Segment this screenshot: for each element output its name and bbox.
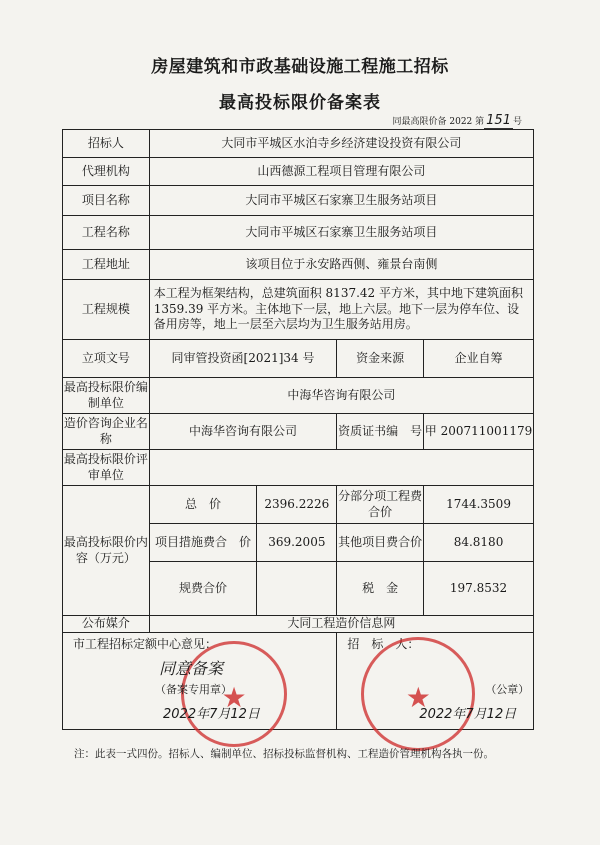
label-media: 公布媒介 — [63, 616, 150, 633]
doc-subtitle: 最高投标限价备案表 — [219, 93, 381, 113]
value-sub: 1744.3509 — [424, 486, 534, 524]
label-works-name: 工程名称 — [63, 216, 150, 250]
signature-left — [63, 632, 337, 729]
label-agent: 代理机构 — [63, 158, 150, 186]
row-compiler — [63, 378, 534, 414]
right-stamp-label: （公章） — [485, 682, 530, 696]
row-consult — [63, 414, 534, 450]
value-fee — [257, 562, 337, 616]
row-signatures — [63, 632, 534, 729]
value-tenderer: 大同市平城区水泊寺乡经济建设投资有限公司 — [149, 130, 533, 158]
value-project-name: 大同市平城区石家寨卫生服务站项目 — [149, 186, 533, 216]
left-date: 2022年7月12日 — [163, 706, 260, 722]
tenderer-seal — [361, 637, 475, 751]
left-stamp-label: （备案专用章） — [155, 682, 232, 696]
label-other: 其他项目费合价 — [337, 524, 424, 562]
label-address: 工程地址 — [63, 250, 150, 280]
label-fee: 规费合价 — [149, 562, 257, 616]
record-number — [393, 113, 522, 129]
right-date: 2022年7月12日 — [419, 706, 517, 722]
row-media — [63, 616, 534, 633]
label-project-name: 项目名称 — [63, 186, 150, 216]
value-address: 该项目位于永安路西侧、雍景台南侧 — [149, 250, 533, 280]
value-fund: 企业自筹 — [424, 340, 534, 378]
label-compiler: 最高投标限价编制单位 — [63, 378, 150, 414]
label-approval: 立项文号 — [63, 340, 150, 378]
signature-right — [337, 632, 534, 729]
row-works-name — [63, 216, 534, 250]
label-measure: 项目措施费合 价 — [149, 524, 257, 562]
row-approval — [63, 340, 534, 378]
row-tenderer — [63, 130, 534, 158]
value-reviewer — [149, 450, 533, 486]
label-scale: 工程规模 — [63, 280, 150, 340]
seal-star-icon: ★ — [405, 680, 431, 714]
doc-title: 房屋建筑和市政基础设施工程施工招标 — [151, 57, 449, 77]
label-consult: 造价咨询企业名称 — [63, 414, 150, 450]
row-scale — [63, 280, 534, 340]
value-total: 2396.2226 — [257, 486, 337, 524]
value-consult: 中海华咨询有限公司 — [149, 414, 337, 450]
value-tax: 197.8532 — [424, 562, 534, 616]
record-suffix: 号 — [512, 117, 522, 127]
label-tenderer: 招标人 — [63, 130, 150, 158]
seal-star-icon: ★ — [221, 680, 247, 714]
row-content-1 — [63, 486, 534, 524]
label-total: 总 价 — [149, 486, 257, 524]
value-other: 84.8180 — [424, 524, 534, 562]
value-scale: 本工程为框架结构，总建筑面积 8137.42 平方米，其中地下建筑面积 1359.39 平方米。主体地下一层，地上六层。地下一层为停车位、设备用房等，地上一层至六层均为卫生服务站用房。 — [149, 280, 533, 340]
value-works-name: 大同市平城区石家寨卫生服务站项目 — [149, 216, 533, 250]
left-caption: 市工程招标定额中心意见： — [73, 636, 218, 651]
record-form — [62, 129, 534, 730]
row-address — [63, 250, 534, 280]
approval-handwriting: 同意备案 — [159, 658, 224, 678]
value-cert: 甲 200711001179 — [424, 414, 534, 450]
label-content: 最高投标限价内容（万元） — [63, 486, 150, 616]
label-fund: 资金来源 — [337, 340, 424, 378]
label-cert: 资质证书编 号 — [337, 414, 424, 450]
label-reviewer: 最高投标限价评审单位 — [63, 450, 150, 486]
row-reviewer — [63, 450, 534, 486]
value-agent: 山西德源工程项目管理有限公司 — [149, 158, 533, 186]
record-prefix: 同最高限价备 2022 第 — [392, 117, 485, 127]
value-approval: 同审管投资函[2021]34 号 — [149, 340, 337, 378]
value-media: 大同工程造价信息网 — [149, 616, 533, 633]
value-compiler: 中海华咨询有限公司 — [149, 378, 533, 414]
record-number-value: 151 — [486, 113, 511, 128]
footnote: 注：此表一式四份。招标人、编制单位、招标投标监督机构、工程造价管理机构各执一份。 — [74, 748, 494, 760]
value-measure: 369.2005 — [257, 524, 337, 562]
right-caption: 招 标 人： — [347, 636, 420, 651]
label-tax: 税 金 — [337, 562, 424, 616]
row-agent — [63, 158, 534, 186]
label-sub: 分部分项工程费合价 — [337, 486, 424, 524]
row-project-name — [63, 186, 534, 216]
